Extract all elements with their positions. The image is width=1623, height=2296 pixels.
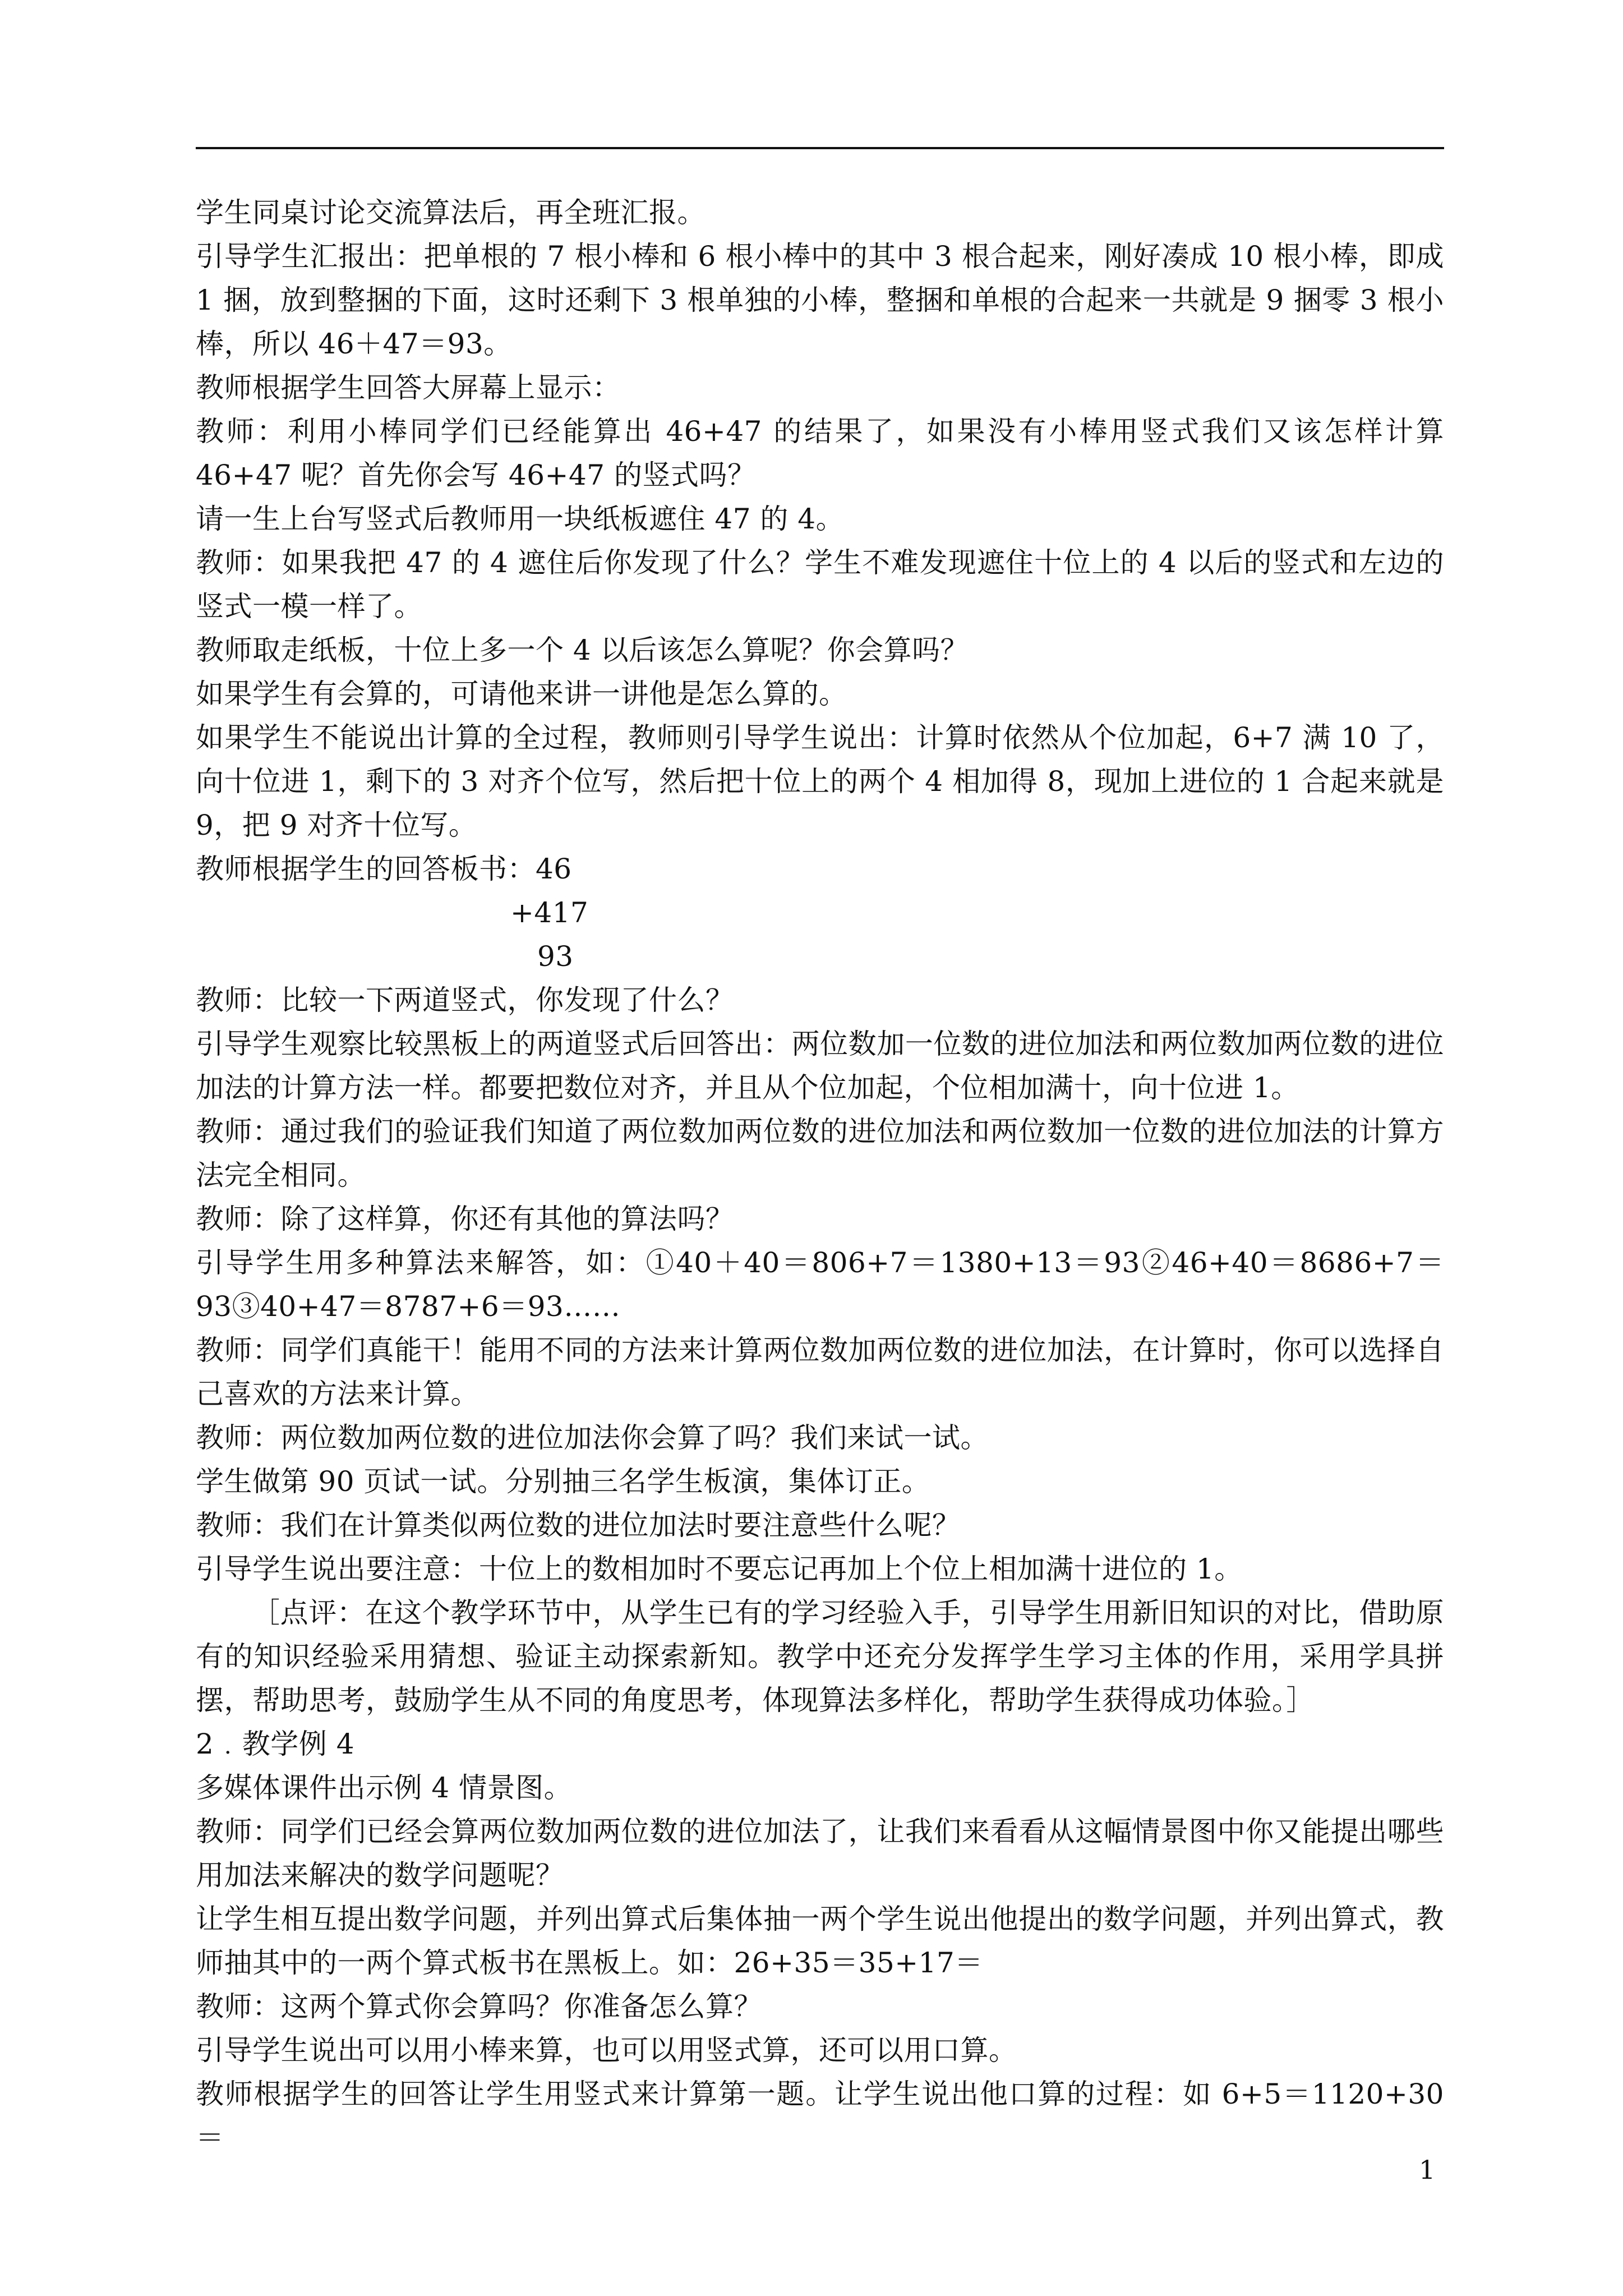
header-rule <box>196 147 1444 149</box>
paragraph: 如果学生不能说出计算的全过程，教师则引导学生说出：计算时依然从个位加起，6+7 满 10 了，向十位进 1，剩下的 3 对齐个位写，然后把十位上的两个 4 相加得 8，现加上进位的 1 合起来就是 9，把 9 对齐十位写。 <box>196 721 1444 841</box>
paragraph: 教师：这两个算式你会算吗？你准备怎么算？ <box>196 1990 762 2023</box>
page-number: 1 <box>1419 2155 1436 2185</box>
paragraph: 教师根据学生的回答板书：46 <box>196 853 572 885</box>
paragraph: 教师：两位数加两位数的进位加法你会算了吗？我们来试一试。 <box>196 1421 989 1454</box>
paragraph: 多媒体课件出示例 4 情景图。 <box>196 1772 573 1804</box>
paragraph: 教师取走纸板，十位上多一个 4 以后该怎么算呢？你会算吗？ <box>196 634 969 666</box>
paragraph: 教师：我们在计算类似两位数的进位加法时要注意些什么呢？ <box>196 1509 961 1542</box>
paragraph: 教师：通过我们的验证我们知道了两位数加两位数的进位加法和两位数加一位数的进位加法的计算方法完全相同。 <box>196 1115 1444 1191</box>
paragraph: 学生做第 90 页试一试。分别抽三名学生板演，集体订正。 <box>196 1465 930 1498</box>
paragraph: 教师根据学生回答大屏幕上显示： <box>196 371 621 404</box>
paragraph: 请一生上台写竖式后教师用一块纸板遮住 47 的 4。 <box>196 503 845 535</box>
vertical-calc-result: 93 <box>537 940 574 973</box>
paragraph: 教师：除了这样算，你还有其他的算法吗？ <box>196 1203 734 1235</box>
document-body <box>196 191 1444 2160</box>
paragraph: 教师根据学生的回答让学生用竖式来计算第一题。让学生说出他口算的过程：如 6+5＝1120+30＝ <box>196 2078 1444 2154</box>
paragraph: 引导学生说出要注意：十位上的数相加时不要忘记再加上个位上相加满十进位的 1。 <box>196 1553 1243 1585</box>
paragraph: 教师：比较一下两道竖式，你发现了什么？ <box>196 984 734 1016</box>
paragraph: 如果学生有会算的，可请他来讲一讲他是怎么算的。 <box>196 678 847 710</box>
comment-paragraph: ［点评：在这个教学环节中，从学生已有的学习经验入手，引导学生用新旧知识的对比，借助原有的知识经验采用猜想、验证主动探索新知。教学中还充分发挥学生学习主体的作用，采用学具拼摆，帮助思考，鼓励学生从不同的角度思考，体现算法多样化，帮助学生获得成功体验。］ <box>196 1596 1444 1717</box>
paragraph: 引导学生观察比较黑板上的两道竖式后回答出：两位数加一位数的进位加法和两位数加两位数的进位加法的计算方法一样。都要把数位对齐，并且从个位加起，个位相加满十，向十位进 1。 <box>196 1028 1444 1104</box>
paragraph: 教师：同学们已经会算两位数加两位数的进位加法了，让我们来看看从这幅情景图中你又能提出哪些用加法来解决的数学问题呢？ <box>196 1815 1444 1892</box>
paragraph: 引导学生汇报出：把单根的 7 根小棒和 6 根小棒中的其中 3 根合起来，刚好凑成 10 根小棒，即成 1 捆，放到整捆的下面，这时还剩下 3 根单独的小棒，整捆和单根的合起来一共就是 9 捆零 3 根小棒，所以 46＋47＝93。 <box>196 240 1444 360</box>
paragraph: 学生同桌讨论交流算法后，再全班汇报。 <box>196 196 706 229</box>
section-heading: 2﹒教学例 4 <box>196 1728 355 1760</box>
paragraph: 教师：如果我把 47 的 4 遮住后你发现了什么？学生不难发现遮住十位上的 4 以后的竖式和左边的竖式一模一样了。 <box>196 546 1444 623</box>
paragraph: 教师：同学们真能干！能用不同的方法来计算两位数加两位数的进位加法，在计算时，你可以选择自己喜欢的方法来计算。 <box>196 1334 1444 1410</box>
paragraph: 让学生相互提出数学问题，并列出算式后集体抽一两个学生说出他提出的数学问题，并列出算式，教师抽其中的一两个算式板书在黑板上。如：26+35＝35+17＝ <box>196 1903 1444 1979</box>
paragraph: 教师：利用小棒同学们已经能算出 46+47 的结果了，如果没有小棒用竖式我们又该怎样计算 46+47 呢？首先你会写 46+47 的竖式吗？ <box>196 415 1444 491</box>
paragraph: 引导学生说出可以用小棒来算，也可以用竖式算，还可以用口算。 <box>196 2034 1017 2067</box>
vertical-calc-addend: +417 <box>510 896 589 929</box>
paragraph: 引导学生用多种算法来解答，如：①40＋40＝806+7＝1380+13＝93②46+40＝8686+7＝93③40+47＝8787+6＝93…… <box>196 1246 1444 1323</box>
